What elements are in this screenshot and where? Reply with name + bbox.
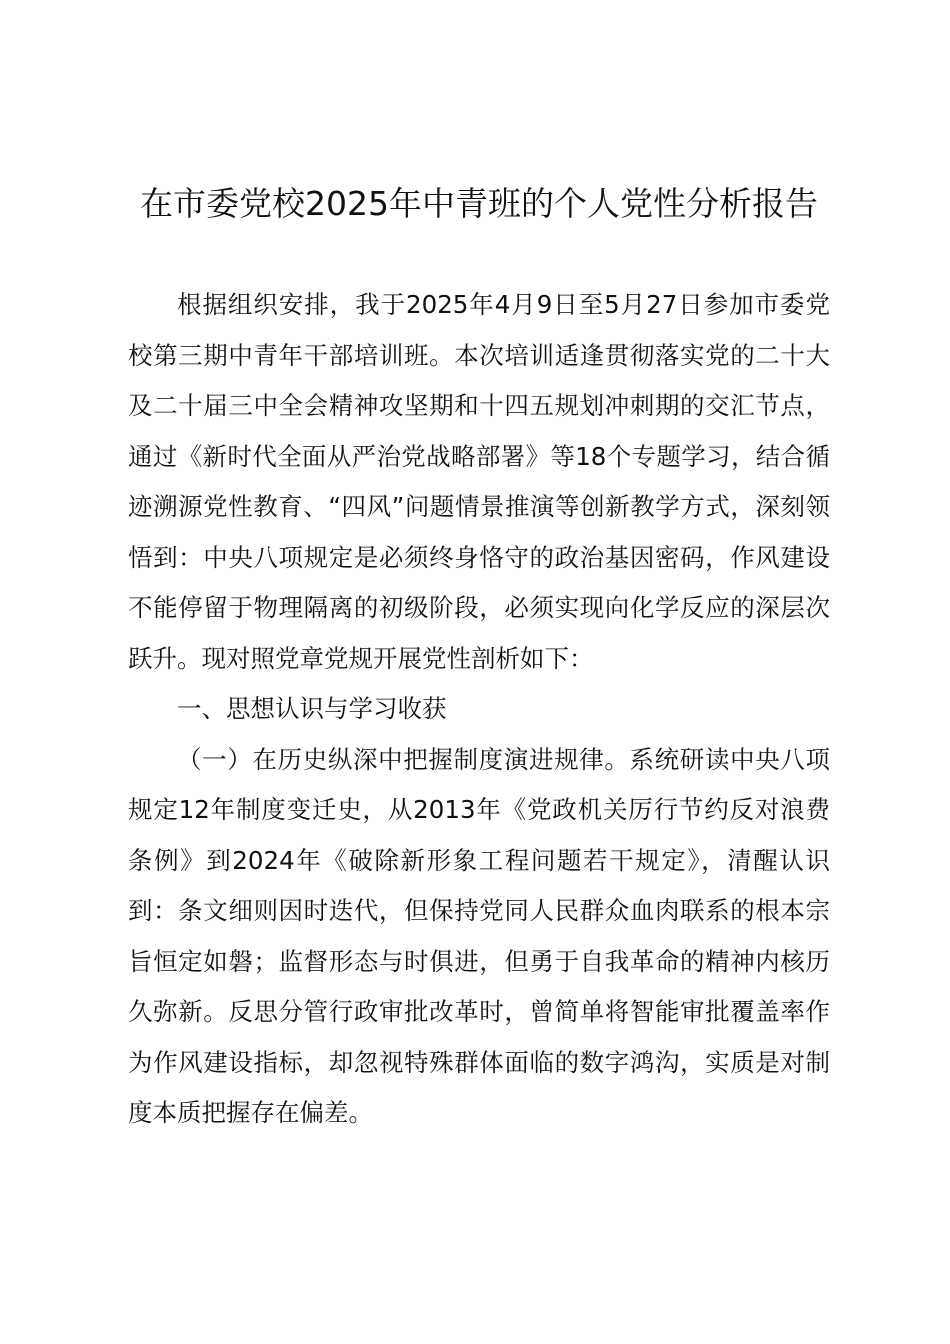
document-body [128, 280, 830, 1139]
document-title: 在市委党校2025年中青班的个人党性分析报告 [140, 184, 818, 223]
section-paragraph: （一）在历史纵深中把握制度演进规律。系统研读中央八项规定12年制度变迁史，从2013年《党政机关厉行节约反对浪费条例》到2024年《破除新形象工程问题若干规定》，清醒认识到：条文细则因时迭代，但保持党同人民群众血肉联系的根本宗旨恒定如磐；监督形态与时俱进，但勇于自我革命的精神内核历久弥新。反思分管行政审批改革时，曾简单将智能审批覆盖率作为作风建设指标，却忽视特殊群体面临的数字鸿沟，实质是对制度本质把握存在偏差。 [128, 744, 830, 1127]
intro-paragraph: 根据组织安排，我于2025年4月9日至5月27日参加市委党校第三期中青年干部培训班。本次培训适逢贯彻落实党的二十大及二十届三中全会精神攻坚期和十四五规划冲刺期的交汇节点，通过《新时代全面从严治党战略部署》等18个专题学习，结合循迹溯源党性教育、“四风”问题情景推演等创新教学方式，深刻领悟到：中央八项规定是必须终身恪守的政治基因密码，作风建设不能停留于物理隔离的初级阶段，必须实现向化学反应的深层次跃升。现对照党章党规开展党性剖析如下： [128, 290, 830, 673]
section-heading: 一、思想认识与学习收获 [177, 694, 447, 723]
